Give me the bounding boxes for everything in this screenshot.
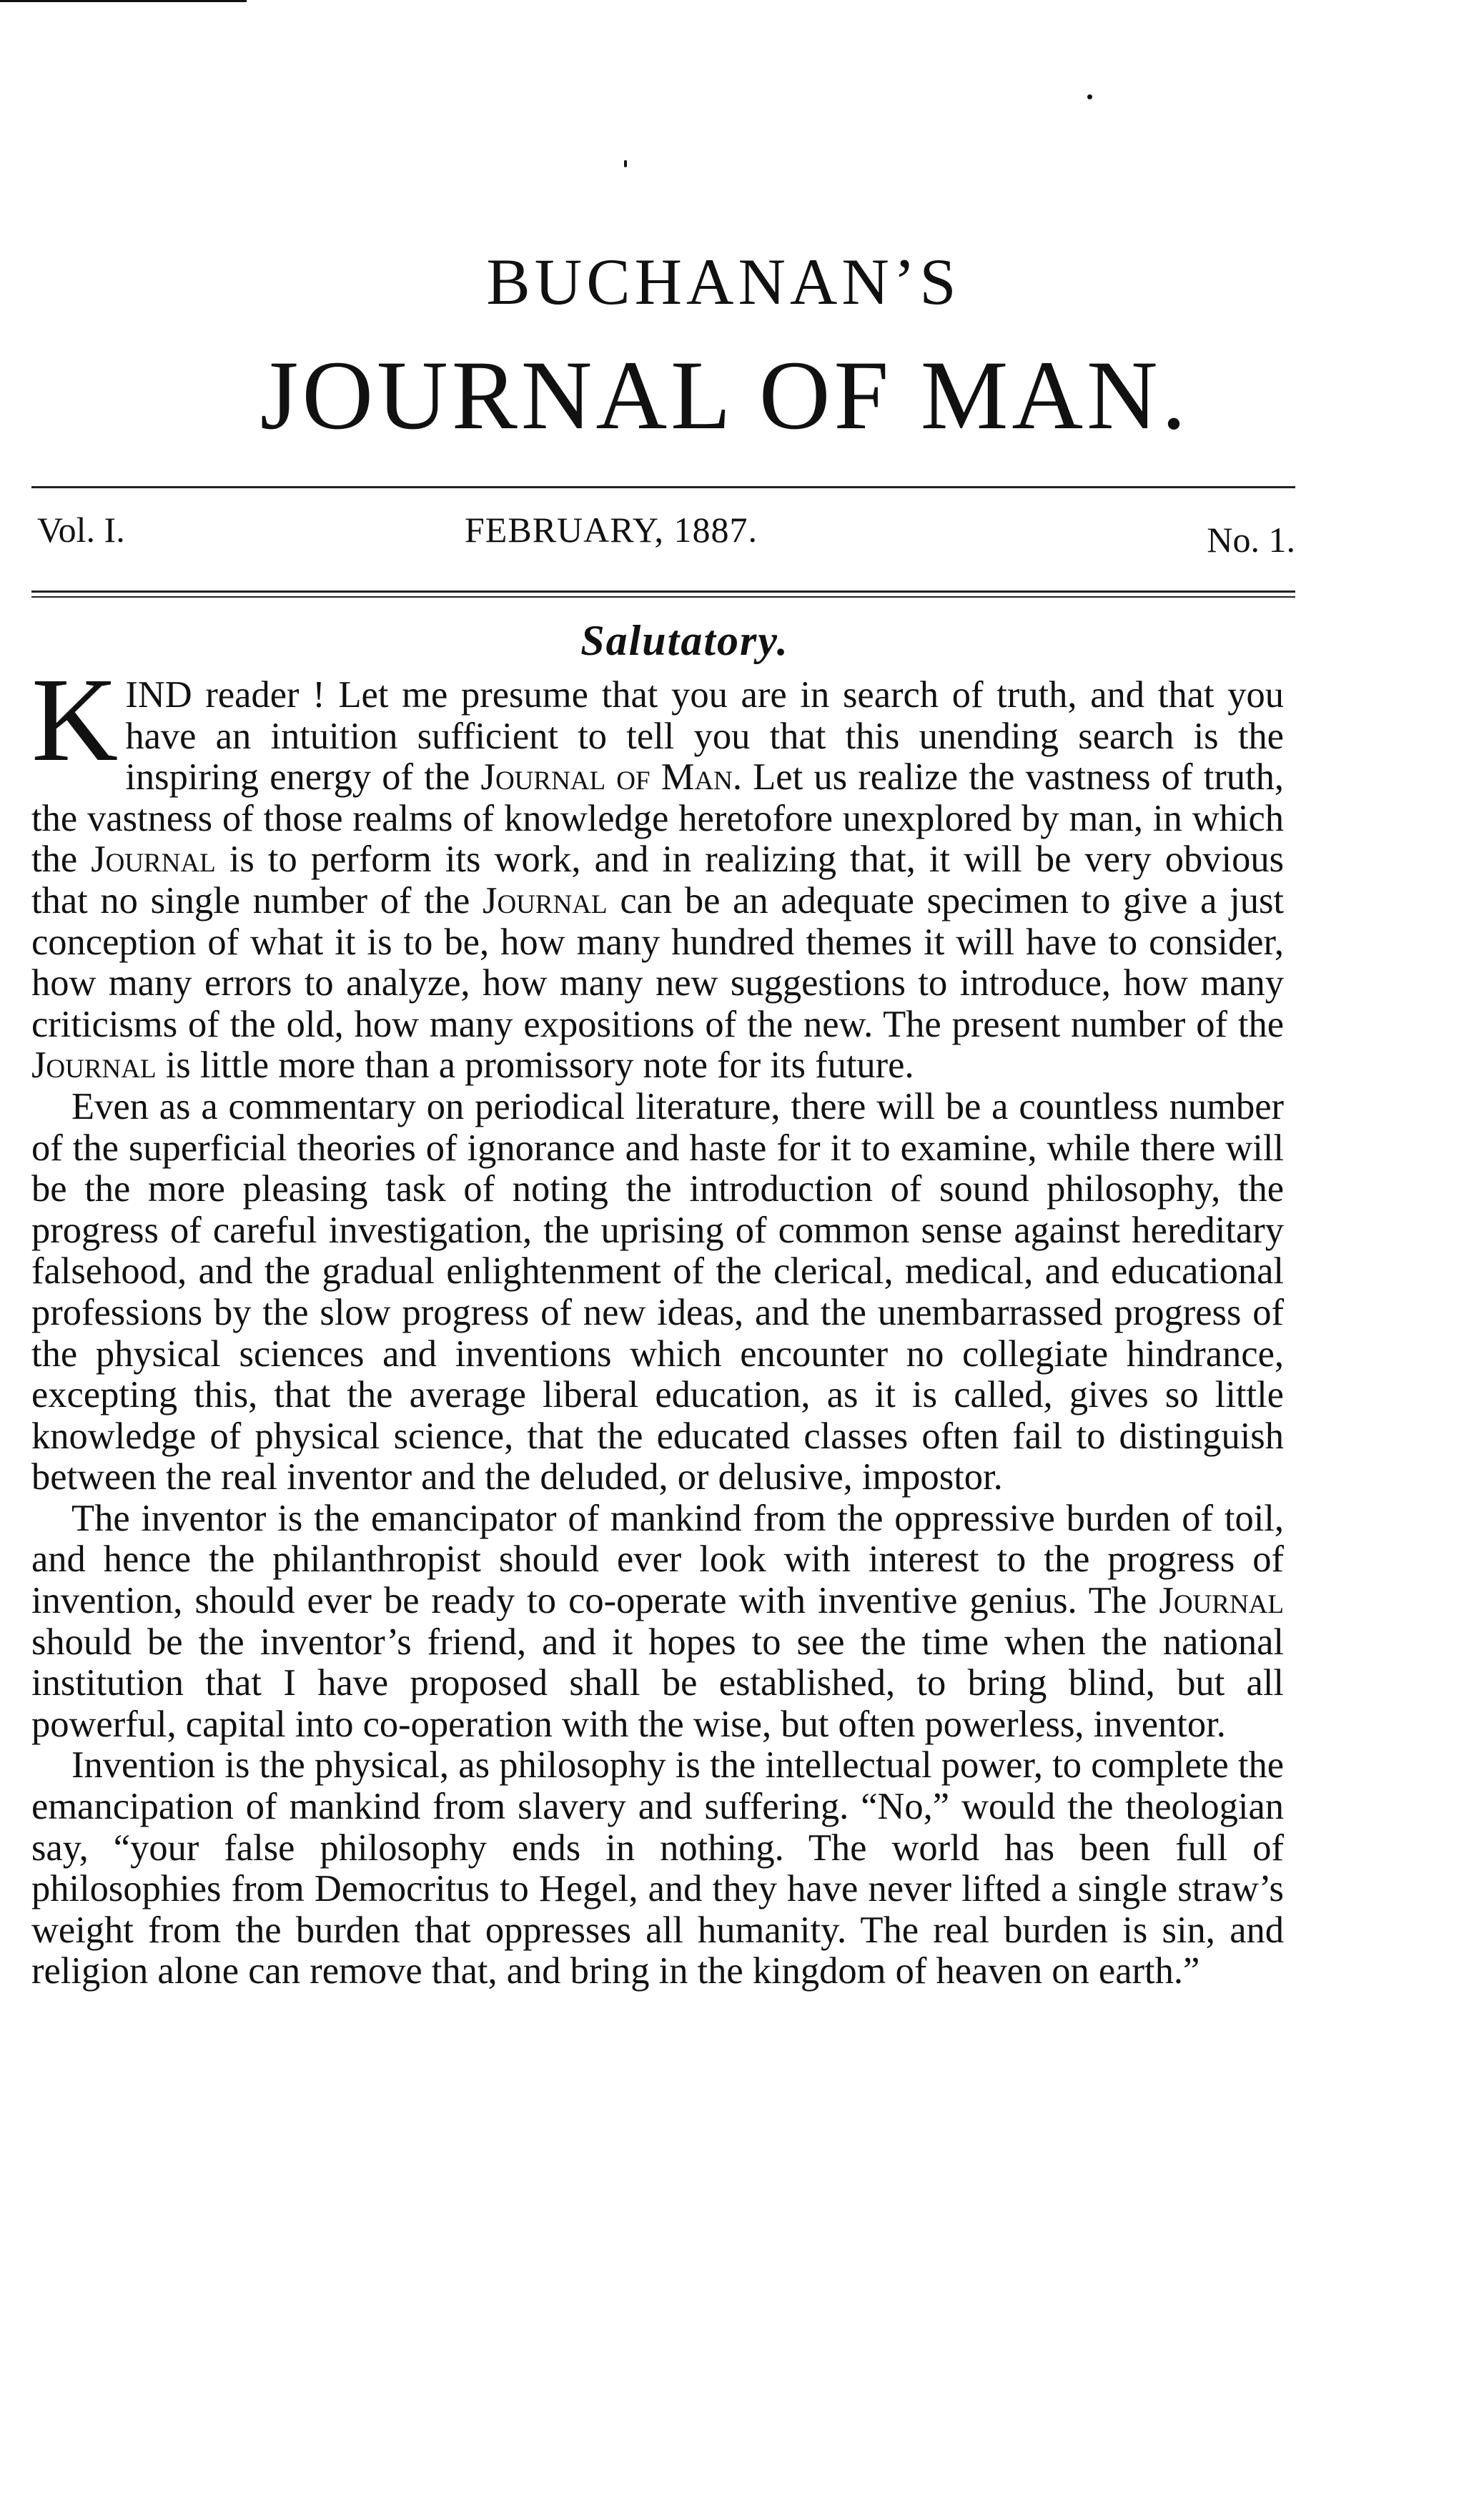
drop-cap: K: [31, 653, 119, 786]
issue-date: FEBRUARY, 1887.: [465, 510, 758, 550]
article-body: [31, 653, 1284, 1992]
journal-name-small-caps: Journal: [483, 879, 608, 921]
paragraph-3-text: should be the inventor’s friend, and it hopes to see the time when the national institution that I have proposed shall be established, to bring blind, but all powerful, capital into co-operation with the wise, but often powerless, inventor.: [31, 1621, 1284, 1745]
journal-name-small-caps: Journal: [31, 1044, 157, 1087]
volume-label: Vol. I.: [37, 510, 125, 550]
masthead-publisher: BUCHANAN’S: [486, 245, 961, 318]
paragraph-2: Even as a commentary on periodical literature, there will be a countless number of the superficial theories of ignorance and haste for it to examine, while there will be the more pleasing task of noting the introduction of sound philosophy, the progress of careful investigation, the uprising of common sense against hereditary falsehood, and the gradual enlightenment of the clerical, medical, and educational professions by the slow progress of new ideas, and the unembarrassed progress of the physical sciences and inventions which encounter no collegiate hindrance, excepting this, that the average liberal education, as it is called, gives so little knowledge of physical science, that the educated classes often fail to distinguish between the real inventor and the deluded, or delusive, impostor.: [31, 1085, 1284, 1498]
print-speck: [1087, 94, 1092, 99]
journal-name-small-caps: Journal: [91, 839, 216, 881]
issue-info-row: [31, 512, 1295, 562]
paragraph-1-text: can be an adequate specimen to give a just conception of what it is to be, how many hundred themes it will have to consider, how many errors to analyze, how many new suggestions to introduce, how many criticisms of the old, how many expositions of the new. The present number of the: [31, 879, 1284, 1045]
paragraph-3: [31, 1498, 1284, 1746]
print-speck: [624, 160, 627, 167]
journal-name-small-caps: Journal of Man: [480, 756, 733, 799]
journal-name-small-caps: Journal: [1159, 1580, 1284, 1622]
header-rule-bottom-double: [31, 596, 1295, 598]
article-title: Salutatory.: [580, 617, 789, 664]
paragraph-1-text: is little more than a promissory note for its future.: [156, 1044, 914, 1087]
paragraph-3-text: The inventor is the emancipator of mankind from the oppressive burden of toil, and hence the philanthropist should ever look with interest to the progress of invention, should ever be ready to co-operate with inventive genius. The: [31, 1497, 1284, 1622]
masthead-title: JOURNAL OF MAN.: [259, 340, 1190, 450]
issue-number: No. 1.: [1207, 520, 1295, 560]
header-rule-top: [31, 486, 1295, 488]
paragraph-1-text: IND reader ! Let me presume that you are in search of truth, and that you have an intuition sufficient to tell you that this unending search is the inspiring energy of the: [125, 674, 1284, 799]
paragraph-4: Invention is the physical, as philosophy is the intellectual power, to complete the emancipation of mankind from slavery and suffering. “No,” would the theologian say, “your false philosophy ends in nothing. The world has been full of philosophies from Democritus to Hegel, and they have never lifted a single straw’s weight from the burden that oppresses all humanity. The real burden is sin, and religion alone can remove that, and bring in the kingdom of heaven on earth.”: [31, 1744, 1284, 1992]
paragraph-1-text: is to perform its work, and in realizing that, it will be very obvious that no single number of the: [31, 839, 1284, 921]
corner-rule: [0, 0, 247, 2]
paragraph-1: [31, 653, 1284, 1087]
paragraph-1-text: . Let us realize the vastness of truth, the vastness of those realms of knowledge heretofore unexplored by man, in which the: [31, 756, 1284, 881]
header-rule-bottom: [31, 591, 1295, 593]
